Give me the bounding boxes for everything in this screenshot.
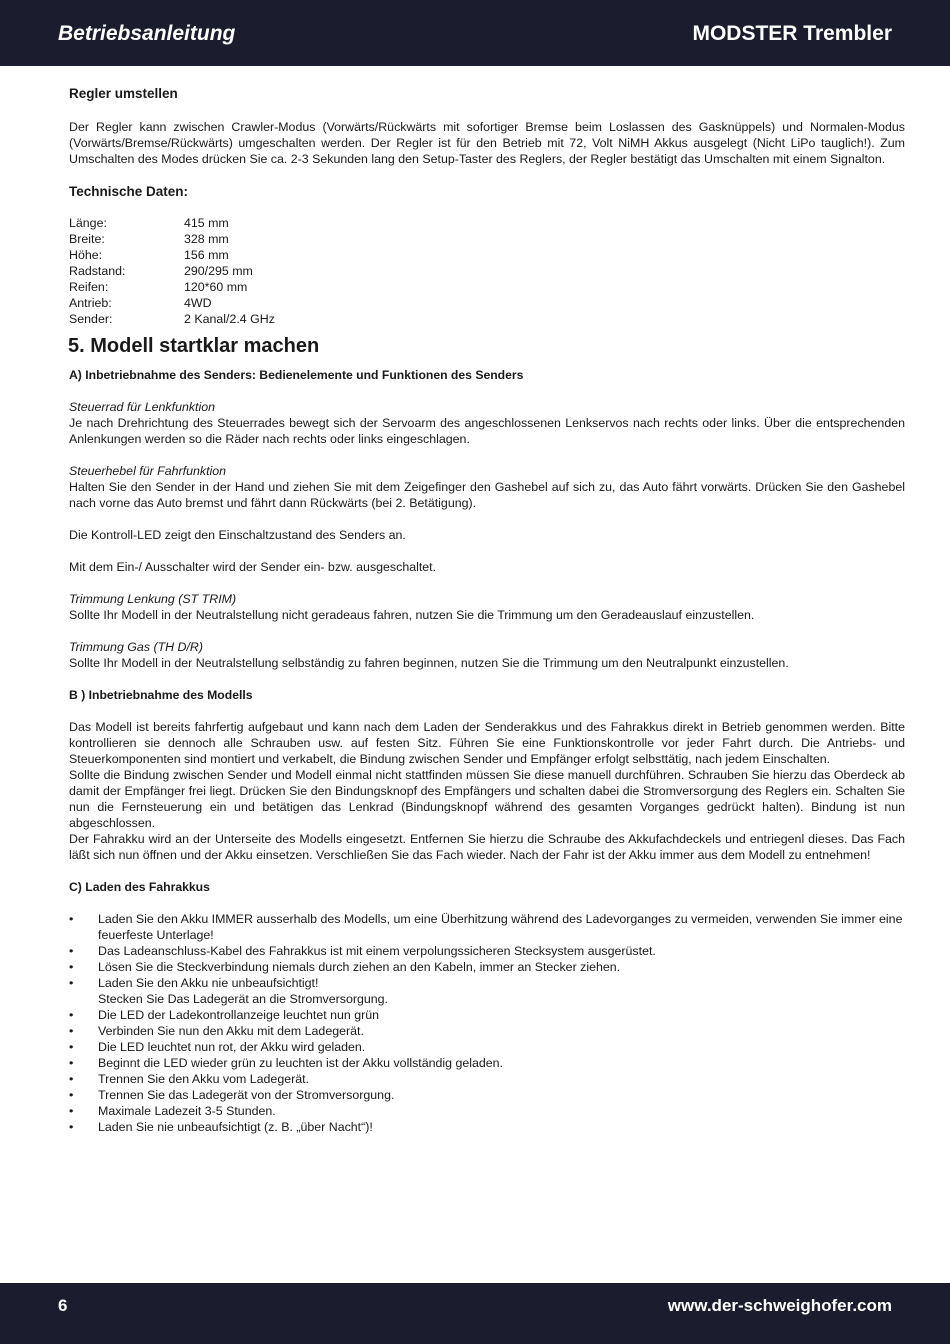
bullet-icon: •	[69, 1008, 74, 1022]
bullet-icon: •	[69, 1088, 74, 1102]
list-item: • Trennen Sie den Akku vom Ladegerät.	[69, 1072, 310, 1086]
tech-specs-table	[69, 215, 905, 327]
spec-label: Breite:	[69, 232, 105, 246]
spec-row	[69, 295, 905, 311]
steuerrad-title: Steuerrad für Lenkfunktion	[69, 400, 216, 414]
list-item: • Laden Sie nie unbeaufsichtigt (z. B. „über Nacht“)!	[69, 1120, 373, 1134]
list-item: • Die LED der Ladekontrollanzeige leuchtet nun grün	[69, 1008, 380, 1022]
list-item: • Lösen Sie die Steckverbindung niemals durch ziehen an den Kabeln, immer an Stecker ziehen.	[69, 960, 621, 974]
section-title: 5. Modell startklar machen	[68, 335, 320, 357]
spec-value: 156 mm	[184, 248, 229, 262]
tech-heading: Technische Daten:	[69, 184, 189, 199]
spec-value: 290/295 mm	[184, 264, 253, 278]
bullet-icon: •	[69, 976, 74, 990]
list-item: • Verbinden Sie nun den Akku mit dem Ladegerät.	[69, 1024, 364, 1038]
trim-gas-text: Sollte Ihr Modell in der Neutralstellung selbständig zu fahren beginnen, nutzen Sie die Trimmung um den Neutralpunkt einzustellen.	[69, 656, 789, 670]
page-header	[0, 0, 950, 66]
charging-steps-list	[69, 911, 905, 1135]
spec-value: 415 mm	[184, 216, 229, 230]
spec-row	[69, 215, 905, 231]
list-item-continuation: Stecken Sie Das Ladegerät an die Stromversorgung.	[98, 992, 388, 1006]
spec-row	[69, 247, 905, 263]
section-b-paragraph: Der Fahrakku wird an der Unterseite des Modells eingesetzt. Entfernen Sie hierzu die Schraube des Akkufachdeckels und entriegenl dieses. Das Fach läßt sich nun öffnen und der Akku einsetzen. Verschließen Sie das Fach wieder. Nach der Fahr ist der Akku immer aus dem Modell zu entnehmen!	[69, 832, 905, 862]
trim-lenk-title: Trimmung Lenkung (ST TRIM)	[69, 592, 237, 606]
hebel-text: Halten Sie den Sender in der Hand und ziehen Sie mit dem Zeigefinger den Gashebel auf sich zu, das Auto fährt vorwärts. Drücken Sie den Gashebel nach vorne das Auto bremst und fährt dann Rückwärts (bei 2. Betätigung).	[69, 480, 905, 510]
bullet-icon: •	[69, 944, 74, 958]
bullet-icon: •	[69, 960, 74, 974]
regler-text: Der Regler kann zwischen Crawler-Modus (Vorwärts/Rückwärts mit sofortiger Bremse beim Loslassen des Gasknüppels) und Normalen-Modus (Vorwärts/Bremse/Rückwärts) umgeschalten werden. Der Regler ist für den Betrieb mit 72, Volt NiMH Akkus ausgelegt (Nicht LiPo tauglich!). Zum Umschalten des Modes drücken Sie ca. 2-3 Sekunden lang den Setup-Taster des Reglers, der Regler bestätigt das Umschalten mit einem Signalton.	[69, 120, 905, 166]
list-item: • Laden Sie den Akku nie unbeaufsichtigt!	[69, 976, 319, 990]
list-item: • Laden Sie den Akku IMMER ausserhalb des Modells, um eine Überhitzung während des Ladevorganges zu vermeiden, verwenden Sie immer eine feuerfeste Unterlage!	[69, 912, 903, 942]
steuerrad-text: Je nach Drehrichtung des Steuerrades bewegt sich der Servoarm des angeschlossenen Lenkservos nach rechts oder links. Über die entsprechenden Anlenkungen werden so die Räder nach rechts oder links eingeschlagen.	[69, 416, 905, 446]
spec-label: Länge:	[69, 216, 107, 230]
led-text: Die Kontroll-LED zeigt den Einschaltzustand des Senders an.	[69, 528, 406, 542]
section-a-heading: A) Inbetriebnahme des Senders: Bedienelemente und Funktionen des Senders	[69, 368, 524, 382]
spec-row	[69, 263, 905, 279]
hebel-title: Steuerhebel für Fahrfunktion	[69, 464, 227, 478]
regler-heading: Regler umstellen	[69, 86, 178, 101]
spec-label: Sender:	[69, 312, 113, 326]
list-item: • Das Ladeanschluss-Kabel des Fahrakkus ist mit einem verpolungssicheren Stecksystem ausgerüstet.	[69, 944, 656, 958]
spec-value: 328 mm	[184, 232, 229, 246]
header-left-title: Betriebsanleitung	[58, 22, 236, 45]
trim-lenk-text: Sollte Ihr Modell in der Neutralstellung nicht geradeaus fahren, nutzen Sie die Trimmung um den Geradeauslauf einzustellen.	[69, 608, 755, 622]
bullet-icon: •	[69, 1104, 74, 1118]
section-b-paragraph: Sollte die Bindung zwischen Sender und Modell einmal nicht stattfinden müssen Sie diese manuell durchführen. Schrauben Sie hierzu das Oberdeck ab damit der Empfänger frei liegt. Drücken Sie den Bindungsknopf des Empfängers und schalten dabei die Stromversorgung des Reglers ein. Schalten Sie nun die Fernsteuerung ein und betätigen das Lenkrad (Bindungsknopf während des gesamten Vorganges gedrückt halten). Bindung ist nun abgeschlossen.	[69, 768, 905, 830]
list-item: • Trennen Sie das Ladegerät von der Stromversorgung.	[69, 1088, 395, 1102]
spec-label: Höhe:	[69, 248, 103, 262]
bullet-icon: •	[69, 1024, 74, 1038]
spec-label: Radstand:	[69, 264, 126, 278]
spec-value: 2 Kanal/2.4 GHz	[184, 312, 275, 326]
bullet-icon: •	[69, 1120, 74, 1134]
section-c-heading: C) Laden des Fahrakkus	[69, 880, 210, 894]
bullet-icon: •	[69, 912, 74, 926]
page-number: 6	[58, 1296, 68, 1315]
spec-label: Antrieb:	[69, 296, 112, 310]
trim-gas-title: Trimmung Gas (TH D/R)	[69, 640, 204, 654]
list-item: • Beginnt die LED wieder grün zu leuchten ist der Akku vollständig geladen.	[69, 1056, 504, 1070]
list-item: • Maximale Ladezeit 3-5 Stunden.	[69, 1104, 276, 1118]
header-right-title: MODSTER Trembler	[692, 22, 892, 45]
bullet-icon: •	[69, 1040, 74, 1054]
page-content	[69, 85, 905, 1135]
spec-value: 4WD	[184, 296, 212, 310]
bullet-icon: •	[69, 1072, 74, 1086]
bullet-icon: •	[69, 1056, 74, 1070]
section-b-paragraph: Das Modell ist bereits fahrfertig aufgebaut und kann nach dem Laden der Senderakkus und des Fahrakkus direkt in Betrieb genommen werden. Bitte kontrollieren sie dennoch alle Schrauben usw. auf festen Sitz. Führen Sie eine Funktionskontrolle vor jeder Fahrt durch. Die Antriebs- und Steuerkomponenten sind montiert und verkabelt, die Bindung zwischen Sender und Empfänger erfolgt selbsttätig, nach jedem Einschalten.	[69, 720, 905, 766]
page-footer	[0, 1283, 950, 1344]
spec-label: Reifen:	[69, 280, 109, 294]
spec-value: 120*60 mm	[184, 280, 248, 294]
section-b-heading: B ) Inbetriebnahme des Modells	[69, 688, 253, 702]
footer-url-link[interactable]: www.der-schweighofer.com	[667, 1296, 892, 1315]
list-item: • Die LED leuchtet nun rot, der Akku wird geladen.	[69, 1040, 366, 1054]
spec-row	[69, 311, 905, 327]
switch-text: Mit dem Ein-/ Ausschalter wird der Sender ein- bzw. ausgeschaltet.	[69, 560, 437, 574]
spec-row	[69, 279, 905, 295]
spec-row	[69, 231, 905, 247]
